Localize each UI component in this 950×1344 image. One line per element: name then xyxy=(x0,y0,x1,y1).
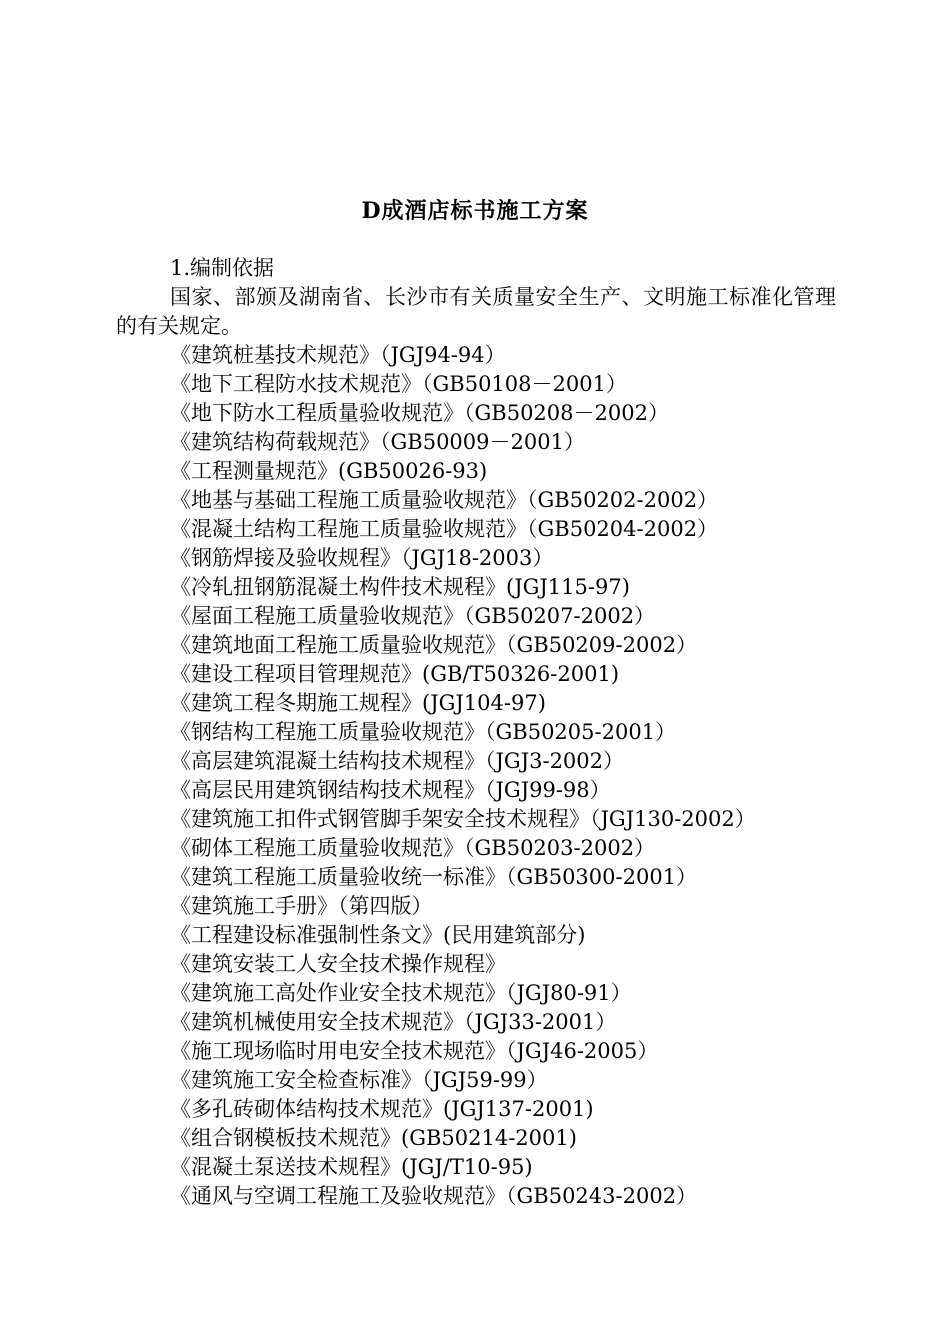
reference-list xyxy=(116,341,836,1211)
reference-item: 《高层民用建筑钢结构技术规程》（JGJ99-98） xyxy=(170,778,611,802)
reference-item: 《工程建设标准强制性条文》(民用建筑部分) xyxy=(170,923,586,947)
reference-item: 《建设工程项目管理规范》(GB/T50326-2001) xyxy=(170,662,620,686)
reference-item: 《施工现场临时用电安全技术规范》（JGJ46-2005） xyxy=(170,1039,659,1063)
reference-item: 《建筑工程冬期施工规程》(JGJ104-97) xyxy=(170,691,546,715)
reference-item: 《建筑桩基技术规范》（JGJ94-94） xyxy=(170,343,506,367)
reference-item: 《建筑施工手册》（第四版） xyxy=(170,894,433,918)
reference-item: 《建筑工程施工质量验收统一标准》（GB50300-2001） xyxy=(170,865,698,889)
reference-item: 《建筑安装工人安全技术操作规程》 xyxy=(170,952,506,976)
reference-item: 《建筑地面工程施工质量验收规范》（GB50209-2002） xyxy=(170,633,698,657)
reference-item: 《工程测量规范》(GB50026-93) xyxy=(170,459,488,483)
intro-paragraph: 国家、部颁及湖南省、长沙市有关质量安全生产、文明施工标准化管理的有关规定。 xyxy=(116,285,836,338)
reference-item: 《高层建筑混凝土结构技术规程》（JGJ3-2002） xyxy=(170,749,625,773)
reference-item: 《冷轧扭钢筋混凝土构件技术规程》(JGJ115-97) xyxy=(170,575,630,599)
document-title: D成酒店标书施工方案 xyxy=(361,198,589,224)
reference-item-wrapped: 《建筑施工扣件式钢管脚手架安全技术规程》（JGJ130-2002） xyxy=(170,807,756,831)
reference-item: 《地下工程防水技术规范》（GB50108－2001） xyxy=(170,372,627,396)
reference-item: 《建筑机械使用安全技术规范》（JGJ33-2001） xyxy=(170,1010,617,1034)
reference-item: 《通风与空调工程施工及验收规范》（GB50243-2002） xyxy=(170,1184,698,1208)
reference-item: 《建筑施工高处作业安全技术规范》（JGJ80-91） xyxy=(170,981,632,1005)
document-body xyxy=(116,254,836,1211)
reference-item: 《地下防水工程质量验收规范》（GB50208－2002） xyxy=(170,401,669,425)
reference-item: 《混凝土结构工程施工质量验收规范》（GB50204-2002） xyxy=(170,517,719,541)
reference-item: 《地基与基础工程施工质量验收规范》（GB50202-2002） xyxy=(170,488,719,512)
reference-item: 《混凝土泵送技术规程》(JGJ/T10-95) xyxy=(170,1155,533,1179)
reference-item: 《建筑结构荷载规范》（GB50009－2001） xyxy=(170,430,585,454)
reference-item: 《屋面工程施工质量验收规范》（GB50207-2002） xyxy=(170,604,656,628)
reference-item: 《钢筋焊接及验收规程》（JGJ18-2003） xyxy=(170,546,554,570)
reference-item: 《砌体工程施工质量验收规范》（GB50203-2002） xyxy=(170,836,656,860)
reference-item: 《建筑施工安全检查标准》（JGJ59-99） xyxy=(170,1068,548,1092)
reference-item: 《钢结构工程施工质量验收规范》（GB50205-2001） xyxy=(170,720,677,744)
section-heading: 1.编制依据 xyxy=(170,256,275,280)
reference-item: 《组合钢模板技术规范》(GB50214-2001) xyxy=(170,1126,577,1150)
reference-item: 《多孔砖砌体结构技术规范》(JGJ137-2001) xyxy=(170,1097,594,1121)
